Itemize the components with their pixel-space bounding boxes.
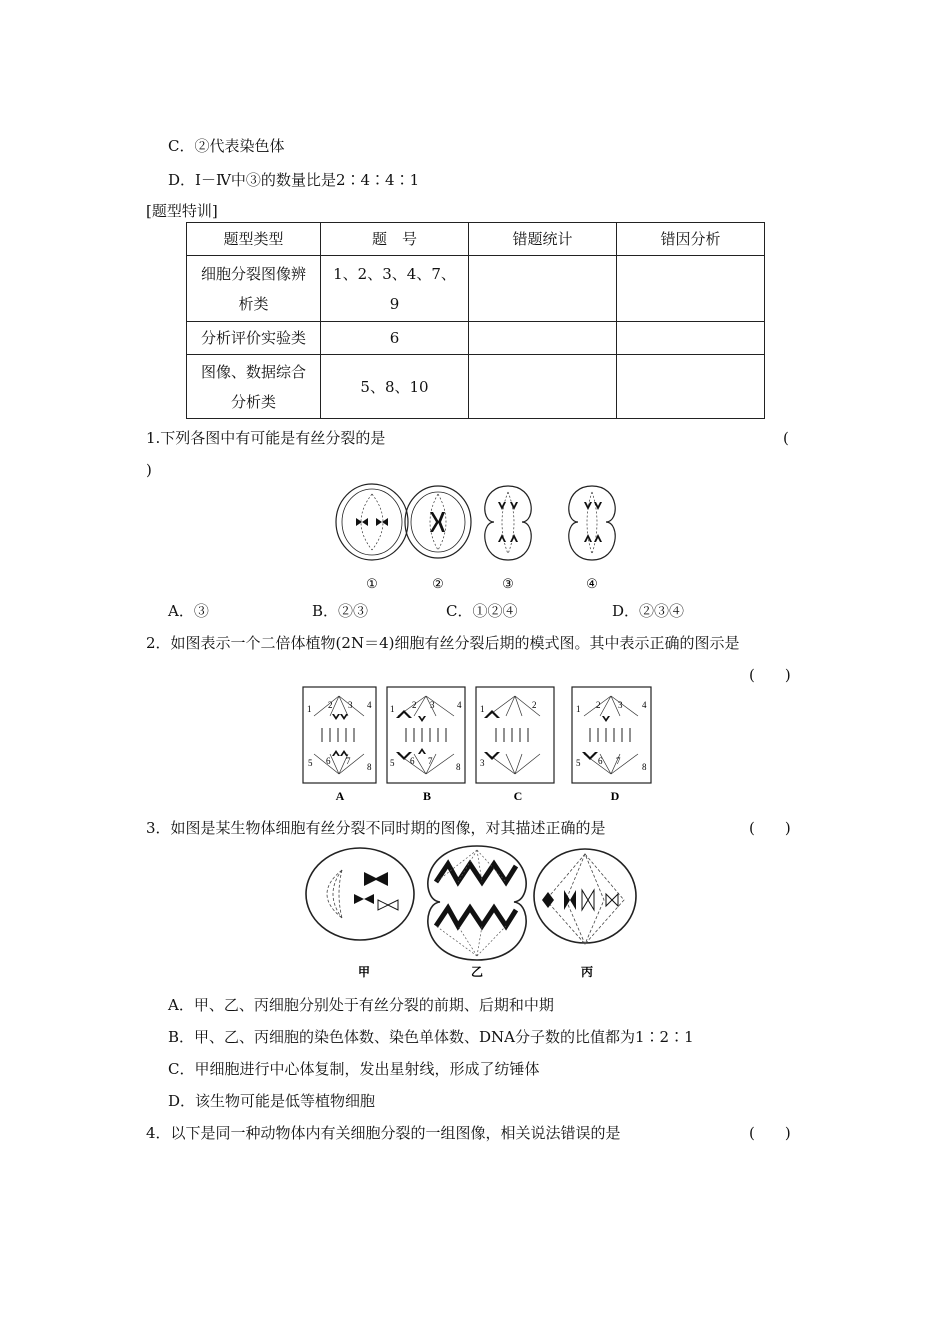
q2-chrom-num: 7 [616,756,621,766]
q3-fig-label: 甲 [357,965,371,979]
q2-chrom-num: 4 [367,700,372,710]
q2-fig-label: C [513,789,523,802]
section-title: [题型特训] [146,202,218,220]
q3-option-d: D．该生物可能是低等植物细胞 [168,1092,376,1110]
q1-stem: 1.下列各图中有可能是有丝分裂的是 [146,429,386,447]
table-header: 题型类型 [187,223,321,256]
q2-chrom-num: 5 [390,758,395,768]
q1-paren-open: ( [783,429,789,447]
prev-option-c: C．②代表染色体 [168,137,285,155]
q2-chrom-num: 6 [326,756,331,766]
q2-chrom-num: 6 [598,756,603,766]
table-header: 题 号 [321,223,469,256]
q3-stem: 3．如图是某生物体细胞有丝分裂不同时期的图像，对其描述正确的是 [146,819,606,837]
q2-fig-label: B [422,789,432,802]
q3-paren: ( ) [749,819,791,837]
q2-chrom-num: 2 [328,700,333,710]
table-cell: 图像、数据综合 分析类 [187,355,321,419]
table-cell-empty [469,322,617,355]
q1-fig-label: ② [432,577,444,592]
q2-chrom-num: 1 [307,704,312,714]
q2-chrom-num: 7 [428,756,433,766]
table-cell: 1、2、3、4、7、 9 [321,256,469,322]
q2-chrom-num: 4 [642,700,647,710]
table-header: 错题统计 [469,223,617,256]
q3-cell-diagrams [302,842,642,982]
q2-chrom-num: 3 [348,700,353,710]
q1-option-b: B．②③ [312,602,369,620]
q2-stem: 2．如图表示一个二倍体植物(2N＝4)细胞有丝分裂后期的模式图。其中表示正确的图示是 [146,634,740,652]
q2-fig-label: A [335,789,345,802]
q2-chrom-num: 3 [430,700,435,710]
q1-fig-label: ③ [502,577,514,592]
table-cell: 细胞分裂图像辨 析类 [187,256,321,322]
q3-option-b: B．甲、乙、丙细胞的染色体数、染色单体数、DNA分子数的比值都为1∶2∶1 [168,1028,694,1046]
table-header: 错因分析 [617,223,765,256]
q2-chrom-num: 5 [576,758,581,768]
q2-chrom-num: 8 [456,762,461,772]
q2-chrom-num: 3 [618,700,623,710]
q2-chrom-num: 4 [457,700,462,710]
q2-chrom-num: 8 [367,762,372,772]
q3-option-c: C．甲细胞进行中心体复制，发出星射线，形成了纺锤体 [168,1060,540,1078]
q2-chrom-num: 5 [308,758,313,768]
q2-chrom-num: 1 [390,704,395,714]
q3-fig-label: 乙 [470,965,484,979]
q2-chrom-num: 2 [596,700,601,710]
q2-chrom-num: 8 [642,762,647,772]
q1-option-a: A．③ [168,602,209,620]
prev-option-d: D．Ⅰ－Ⅳ中③的数量比是2∶4∶4∶1 [168,171,420,189]
q3-fig-label: 丙 [580,965,594,979]
q1-option-d: D．②③④ [612,602,685,620]
table-cell-empty [617,322,765,355]
table-cell-empty [469,256,617,322]
q2-chrom-num: 6 [410,756,415,766]
table-cell: 分析评价实验类 [187,322,321,355]
table-cell: 6 [321,322,469,355]
q2-paren: ( ) [749,666,791,684]
table-cell-empty [617,256,765,322]
q2-chrom-num: 1 [576,704,581,714]
q3-option-a: A．甲、乙、丙细胞分别处于有丝分裂的前期、后期和中期 [168,996,554,1014]
q2-chrom-num: 1 [480,704,485,714]
q2-cell-diagrams [300,684,656,802]
q1-option-c: C．①②④ [446,602,518,620]
q1-fig-label: ④ [586,577,598,592]
q2-chrom-num: 7 [346,756,351,766]
question-type-table [186,222,765,419]
q1-cell-diagrams [330,478,630,596]
q2-chrom-num: 2 [412,700,417,710]
q1-fig-label: ① [366,577,378,592]
table-cell-empty [617,355,765,419]
q4-stem: 4．以下是同一种动物体内有关细胞分裂的一组图像，相关说法错误的是 [146,1124,621,1142]
q2-chrom-num: 2 [532,700,537,710]
table-cell: 5、8、10 [321,355,469,419]
table-cell-empty [469,355,617,419]
q2-fig-label: D [610,789,620,802]
q4-paren: ( ) [749,1124,791,1142]
q2-chrom-num: 3 [480,758,485,768]
q1-paren-close: ) [146,461,152,479]
